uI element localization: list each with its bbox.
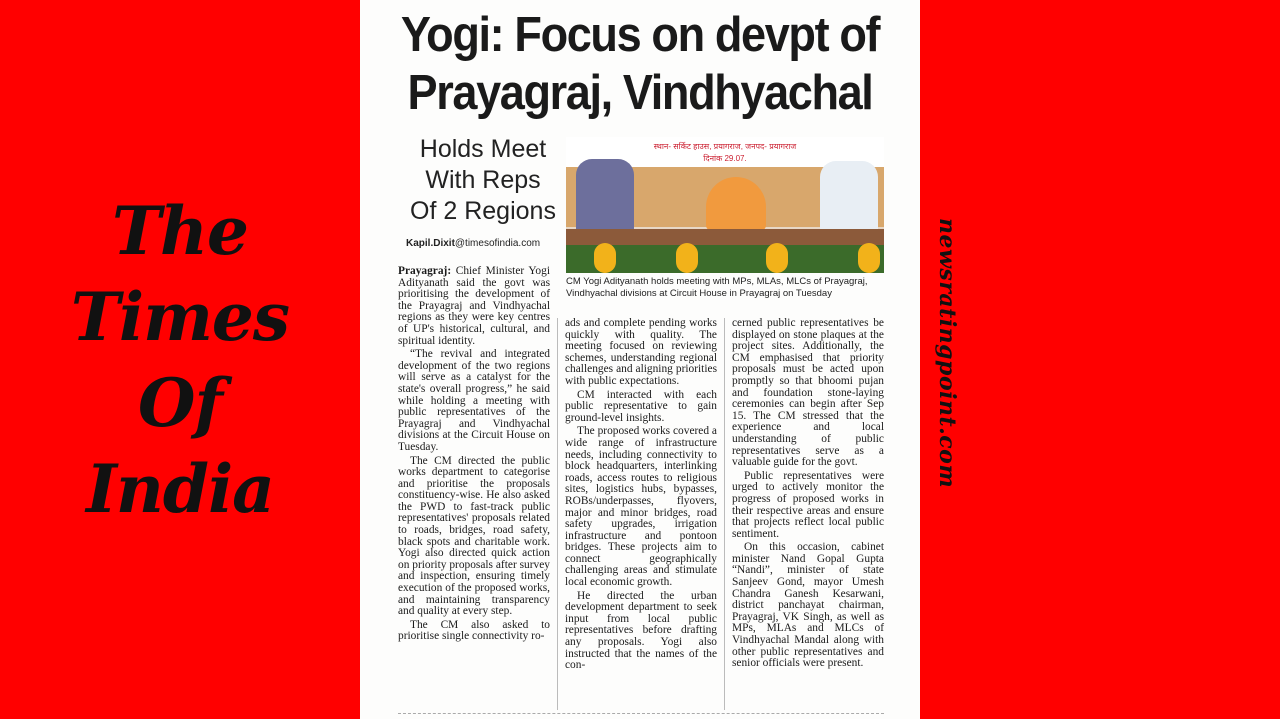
flower-decoration	[594, 243, 616, 273]
photo-banner-line: स्थान- सर्किट हाउस, प्रयागराज, जनपद- प्रयागराज	[653, 142, 797, 151]
article-column-1	[398, 266, 550, 645]
headline-line: Prayagraj, Vindhyachal	[407, 66, 873, 120]
byline-domain: @timesofindia.com	[454, 238, 541, 249]
person-left	[576, 159, 634, 233]
paragraph: “The revival and integrated development of the two regions will serve as a catalyst for the state's overall progress,” he said while holding a meeting with public representatives of the Prayagraj and Vindhyachal divisions at the Circuit House on Tuesday.	[398, 348, 550, 453]
paragraph	[398, 266, 550, 347]
column-divider	[724, 318, 725, 710]
subhead-line: With Reps	[425, 166, 541, 194]
bottom-rule	[398, 713, 884, 714]
article-column-2	[565, 318, 717, 674]
paragraph-text: Chief Minister Yogi Adityanath said the govt was prioritising the development of the Prayagraj and Vindhyachal regions as they were key centres of UP's historical, cultural, and spiritual identity.	[398, 265, 550, 347]
headline	[382, 6, 897, 122]
subhead-line: Holds Meet	[419, 135, 547, 163]
paragraph: The CM directed the public works department to categorise and prioritise the proposals constituency-wise. He also asked the PWD to fast-track public representatives' proposals related to roads, bridges, road safety, black spots and charitable work. Yogi also directed quick action on priority proposals after survey and inspection, ensuring timely execution of the proposed works, and maintaining transparency and quality at every step.	[398, 454, 550, 618]
dateline: Prayagraj:	[398, 265, 452, 277]
paragraph: He directed the urban development department to seek input from local public representatives before drafting any proposals. Yogi also instructed that the names of the con-	[565, 589, 717, 672]
person-right	[820, 161, 878, 233]
watermark: newsratingpoint.com	[934, 218, 960, 489]
brand-line: India	[86, 449, 274, 528]
byline	[406, 238, 540, 249]
flower-decoration	[766, 243, 788, 273]
paragraph: ads and complete pending works quickly with quality. The meeting focused on reviewing schemes, understanding regional challenges and aligning priorities with public expectations.	[565, 317, 717, 387]
brand-panel	[0, 0, 360, 719]
brand-line: Of	[138, 363, 222, 442]
brand-line: The	[111, 191, 249, 270]
subheadline	[398, 134, 568, 227]
flower-decoration	[676, 243, 698, 273]
paragraph: Public representatives were urged to actively monitor the progress of proposed works in their respective areas and ensure that projects reflect local public sentiment.	[732, 469, 884, 540]
article-column-3	[732, 318, 884, 672]
subhead-line: Of 2 Regions	[410, 197, 556, 225]
person-center	[706, 177, 766, 231]
paragraph: The proposed works covered a wide range of infrastructure needs, including connectivity to block headquarters, interlinking roads, access routes to religious sites, logistics hubs, bypasses, ROBs/underpasses, flyovers, major and minor bridges, road safety upgrades, irrigation infrastructure and pontoon bridges. These projects aim to connect geographically challenging areas and stimulate local economic growth.	[565, 425, 717, 589]
photo-banner-line: दिनांक 29.07.	[703, 154, 747, 163]
paragraph: The CM also asked to prioritise single connectivity ro-	[398, 618, 550, 643]
paragraph: On this occasion, cabinet minister Nand Gopal Gupta “Nandi”, minister of state Sanjeev Gond, mayor Umesh Chandra Ganesh Kesarwani, district panchayat chairman, Prayagraj, VK Singh, as well as MPs, MLAs and MLCs of Vindhyachal Mandal along with other public representatives and senior officials were present.	[732, 541, 884, 670]
paragraph: cerned public representatives be displayed on stone plaques at the project sites. Additionally, the CM emphasised that priority proposals must be acted upon promptly so that bhoomi pujan and foundation stone-laying ceremonies can begin after Sep 15. The CM stressed that the experience and local understanding of public representatives serve as a valuable guide for the govt.	[732, 317, 884, 469]
paragraph: CM interacted with each public representative to gain ground-level insights.	[565, 388, 717, 424]
flower-decoration	[858, 243, 880, 273]
newspaper-clipping	[360, 0, 920, 719]
byline-name: Kapil.Dixit	[406, 238, 455, 249]
brand-logo-text	[71, 188, 289, 532]
meeting-photo	[566, 137, 884, 273]
brand-line: Times	[70, 277, 290, 356]
headline-line: Yogi: Focus on devpt of	[400, 8, 880, 62]
column-divider	[557, 318, 558, 710]
photo-caption: CM Yogi Adityanath holds meeting with MPs, MLAs, MLCs of Prayagraj, Vindhyachal divisions at Circuit House in Prayagraj on Tuesday	[566, 276, 868, 299]
